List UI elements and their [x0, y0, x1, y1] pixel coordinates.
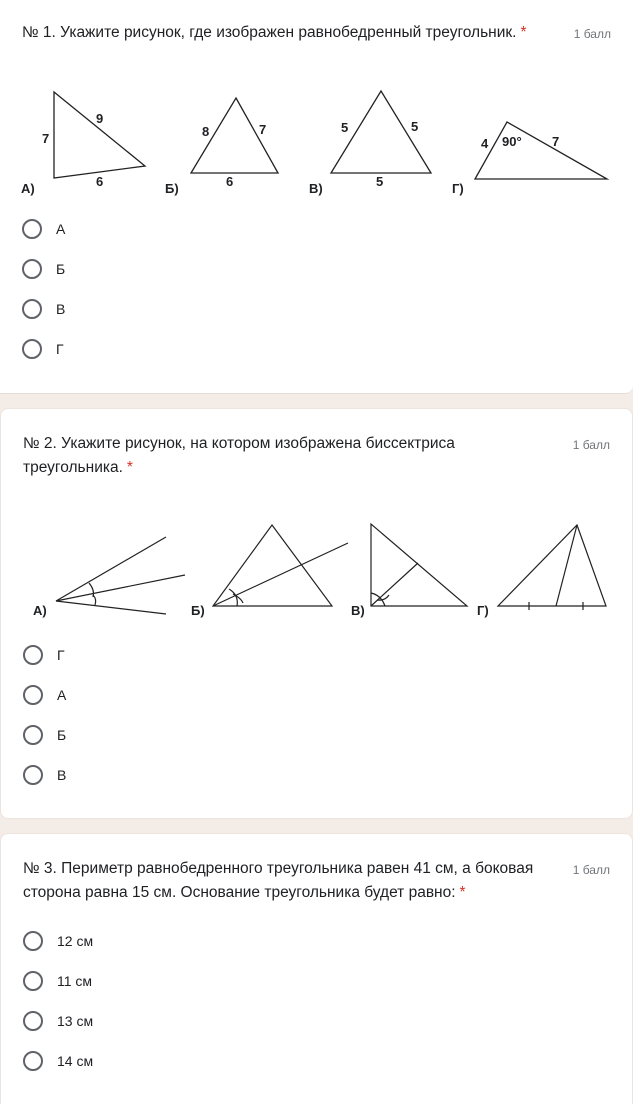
figure-label-a: А): [21, 181, 35, 196]
option-radio[interactable]: [23, 763, 66, 787]
question-card-2: [0, 408, 633, 819]
side-label: 7: [42, 131, 50, 146]
triangle-d: [475, 122, 607, 179]
points-label: 1 балл: [572, 438, 610, 452]
option-radio[interactable]: [23, 1049, 93, 1073]
radio-circle-icon[interactable]: [23, 685, 43, 705]
option-radio[interactable]: [22, 217, 65, 241]
radio-circle-icon[interactable]: [23, 645, 43, 665]
side-label: 7: [259, 122, 267, 137]
radio-circle-icon[interactable]: [23, 725, 43, 745]
radio-circle-icon[interactable]: [23, 971, 43, 991]
question-card-3: [0, 833, 633, 1104]
option-radio[interactable]: [23, 1009, 93, 1033]
option-radio[interactable]: [23, 683, 66, 707]
side-label: 6: [96, 174, 104, 189]
required-mark: *: [520, 24, 527, 41]
option-label: 13 см: [57, 1013, 94, 1029]
figure-label-a: А): [33, 603, 47, 618]
question-title: № 1. Укажите рисунок, где изображен равнобедренный треугольник. *: [22, 24, 527, 41]
triangles-figure-1: [0, 80, 633, 205]
question-card-1: [0, 0, 633, 394]
triangle-c2: [371, 524, 467, 606]
bisector-figure: [1, 517, 633, 629]
side-label: 5: [411, 119, 419, 134]
figure-label-b: Б): [165, 181, 179, 196]
side-label: 5: [376, 174, 384, 189]
option-radio[interactable]: [23, 929, 93, 953]
option-label: Б: [57, 727, 67, 743]
side-label: 4: [481, 136, 489, 151]
option-radio[interactable]: [23, 723, 66, 747]
option-label: А: [57, 687, 67, 703]
option-radio[interactable]: [23, 643, 65, 667]
option-label: Г: [56, 341, 64, 357]
required-mark: *: [126, 459, 133, 476]
question-title: № 2. Укажите рисунок, на котором изображена биссектриса треугольника. *: [23, 435, 455, 476]
option-radio[interactable]: [22, 257, 65, 281]
option-label: 11 см: [57, 973, 93, 989]
option-label: 12 см: [57, 933, 94, 949]
option-label: В: [56, 301, 66, 317]
option-radio[interactable]: [22, 297, 65, 321]
points-label: 1 балл: [573, 27, 611, 41]
figure-label-c: В): [351, 603, 365, 618]
radio-circle-icon[interactable]: [23, 765, 43, 785]
radio-circle-icon[interactable]: [22, 259, 42, 279]
required-mark: *: [459, 884, 466, 901]
option-label: А: [56, 221, 66, 237]
option-radio[interactable]: [23, 969, 92, 993]
median-line: [556, 525, 577, 606]
triangle-d2: [498, 525, 606, 606]
ray: [56, 575, 185, 601]
question-title: № 3. Периметр равнобедренного треугольника равен 41 см, а боковая сторона равна 15 см. Основание треугольника будет равно: *: [23, 860, 534, 901]
ray: [56, 537, 166, 601]
figure-label-c: В): [309, 181, 323, 196]
ray: [56, 601, 166, 614]
radio-circle-icon[interactable]: [23, 931, 43, 951]
radio-circle-icon[interactable]: [22, 219, 42, 239]
angle-arc: [89, 583, 94, 597]
radio-circle-icon[interactable]: [22, 299, 42, 319]
side-label: 6: [226, 174, 234, 189]
bisector-line: [213, 543, 348, 606]
option-label: В: [57, 767, 67, 783]
triangle-b2: [213, 525, 332, 606]
angle-label: 90°: [502, 134, 522, 149]
option-label: Б: [56, 261, 66, 277]
side-label: 9: [96, 111, 104, 126]
radio-circle-icon[interactable]: [23, 1051, 43, 1071]
angle-arc: [233, 594, 243, 603]
radio-circle-icon[interactable]: [23, 1011, 43, 1031]
side-label: 5: [341, 120, 349, 135]
figure-label-d: Г): [452, 181, 464, 196]
option-radio[interactable]: [22, 337, 64, 361]
figure-label-b: Б): [191, 603, 205, 618]
side-label: 7: [552, 134, 560, 149]
triangle-a: [54, 92, 145, 178]
figure-label-d: Г): [477, 603, 489, 618]
option-label: Г: [57, 647, 65, 663]
option-label: 14 см: [57, 1053, 94, 1069]
radio-circle-icon[interactable]: [22, 339, 42, 359]
points-label: 1 балл: [572, 863, 610, 877]
side-label: 8: [202, 124, 210, 139]
